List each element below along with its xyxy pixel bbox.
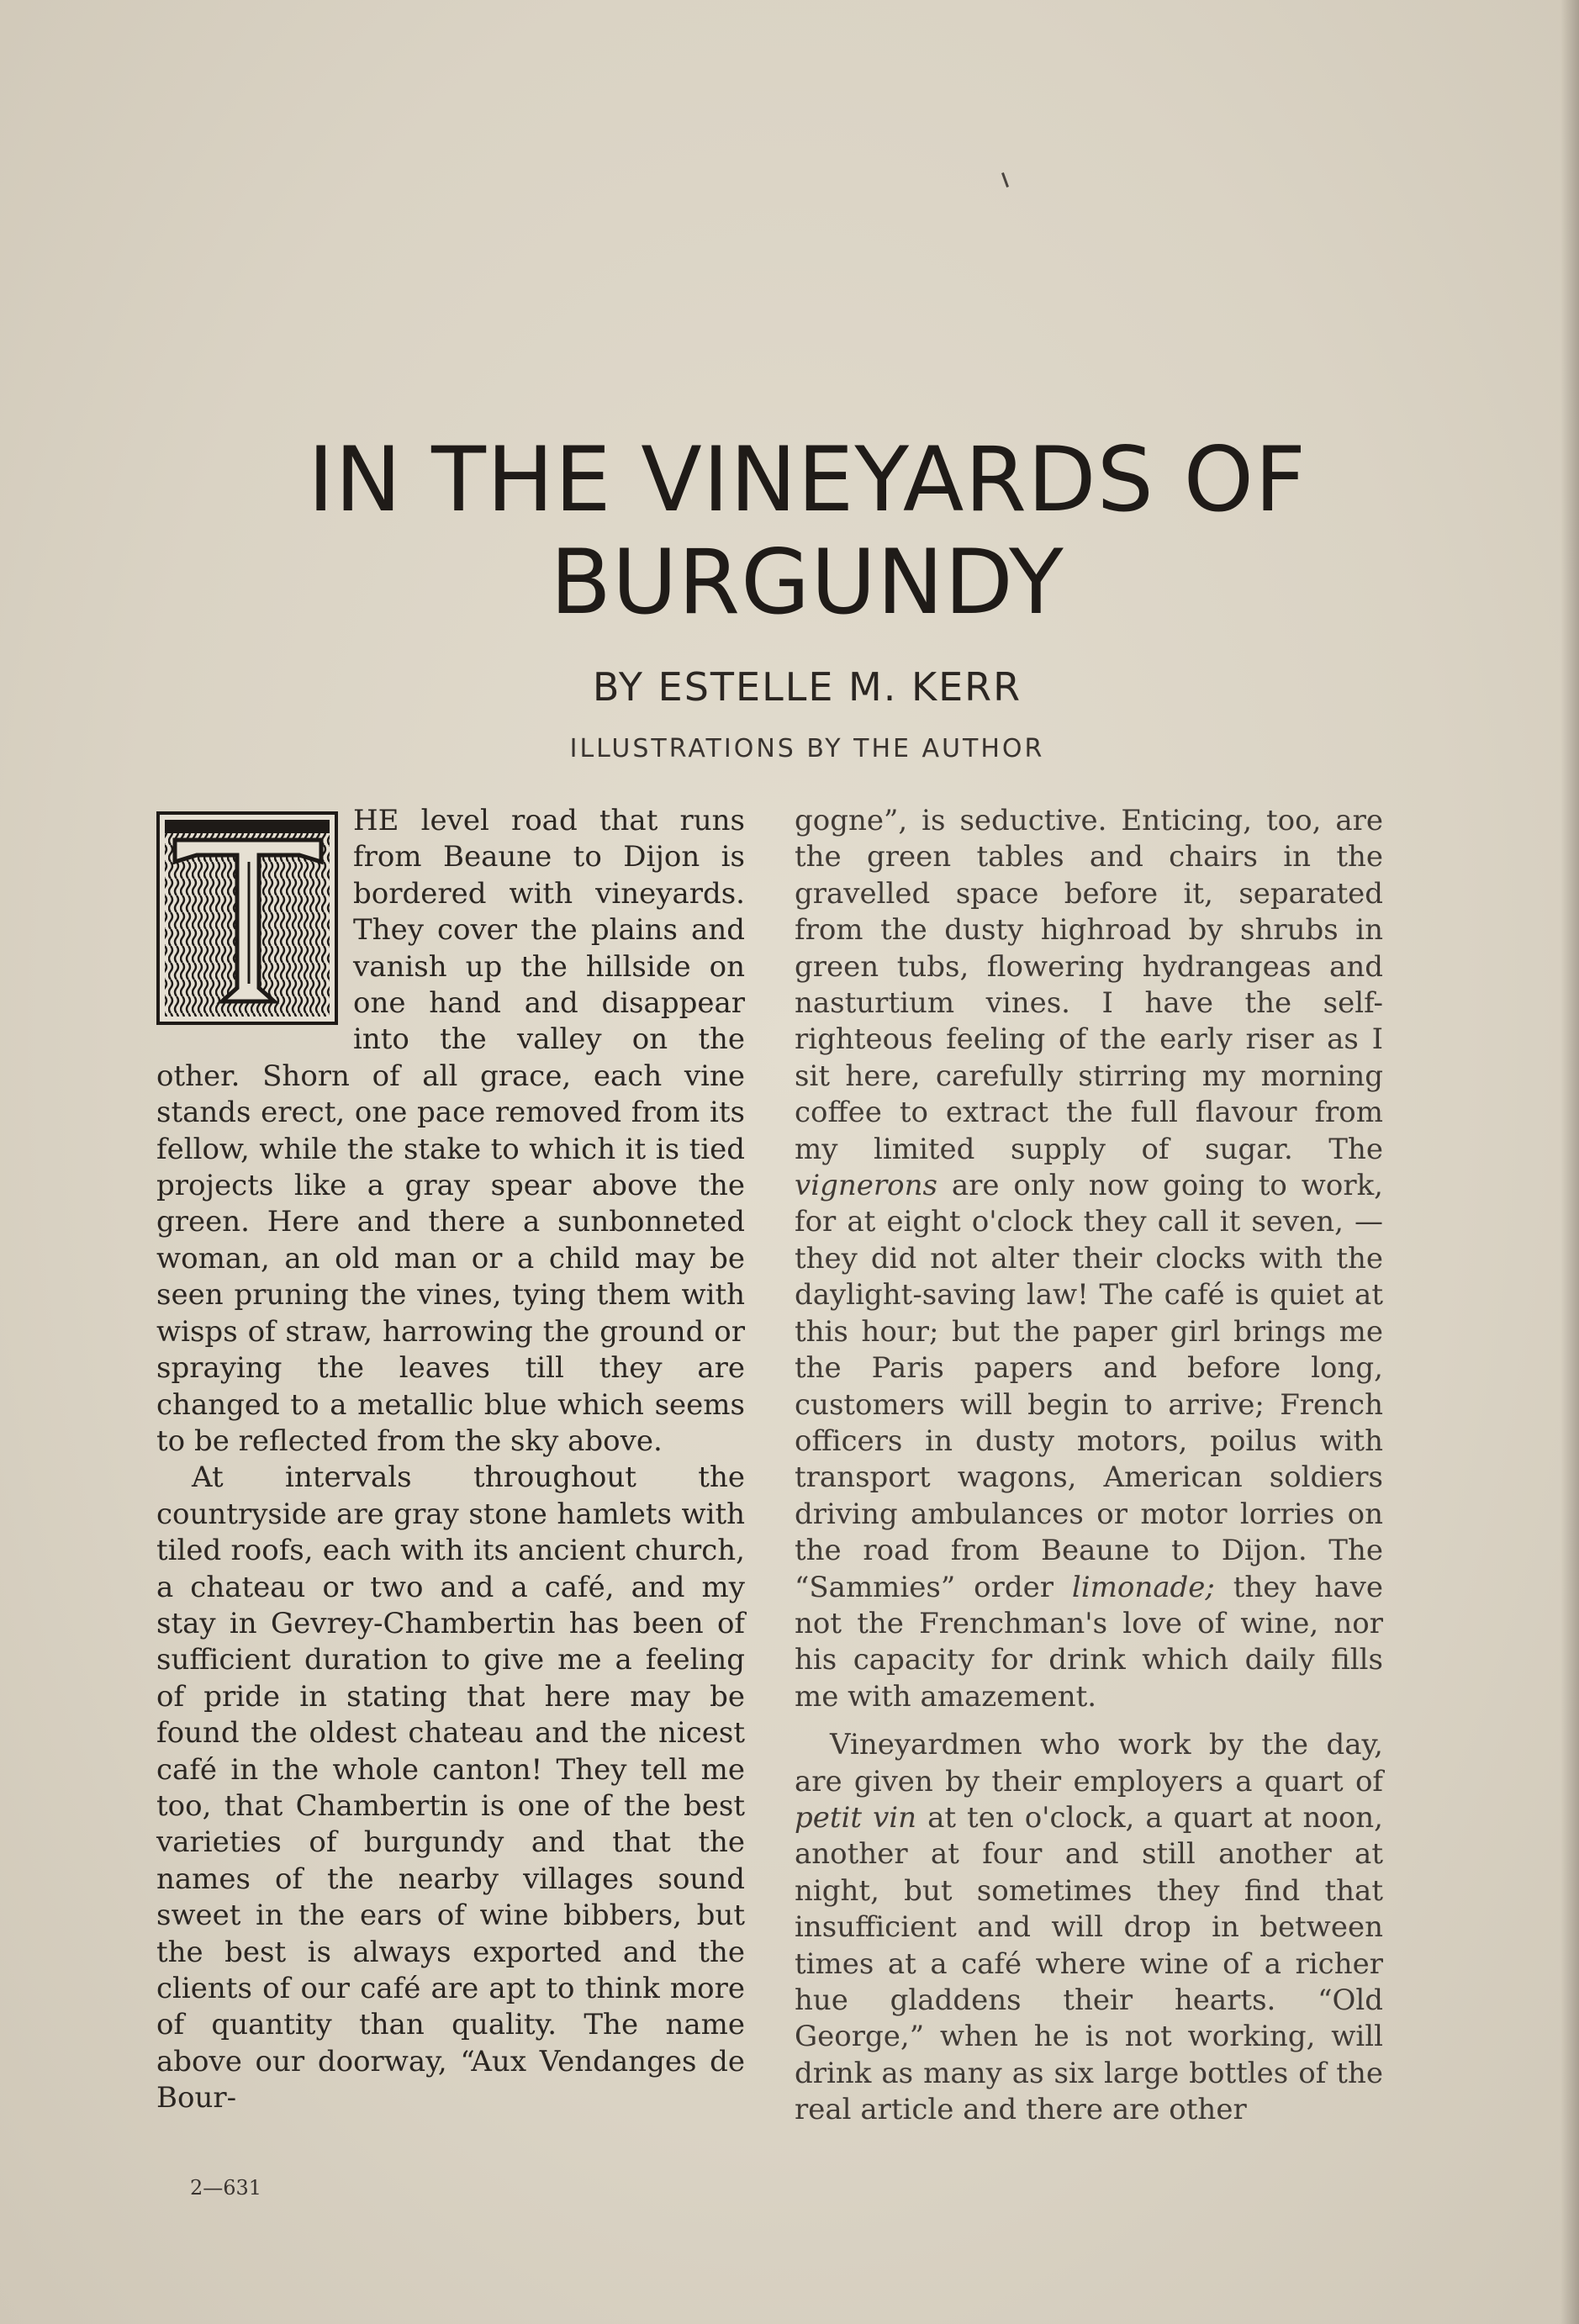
drop-cap-icon (156, 811, 338, 1025)
title-line-2: BURGUNDY (550, 531, 1064, 634)
paragraph-3 (795, 803, 1383, 1715)
illustrations-credit: ILLUSTRATIONS BY THE AUTHOR (569, 734, 1045, 763)
italic-run: petit vin (795, 1800, 917, 1835)
text-run: they have not the Frenchman's love of wine, nor his capacity for drink which daily fills me with amazement. (795, 1570, 1383, 1714)
article-title (185, 429, 1429, 634)
byline: BY ESTELLE M. KERR (592, 664, 1022, 710)
paragraph-1 (156, 803, 745, 1460)
left-column (156, 803, 745, 2117)
folio: 2—631 (190, 2176, 262, 2200)
page-edge-shadow (1561, 0, 1579, 2324)
text-run: at ten o'clock, a quart at noon, another at four and still another at night, but sometimes they find that insufficient and will drop in between times at a café where wine of a richer hue gladdens their hearts. “Old George,” when he is not working, will drink as many as six large bottles of the real article and there are other (795, 1800, 1383, 2127)
paragraph-4 (795, 1727, 1383, 2128)
paragraph-2: At intervals throughout the countryside are gray stone hamlets with tiled roofs, each with its ancient church, a chateau or two and a café, and my stay in Gevrey-Chambertin has been of sufficient duration to give me a feeling of pride in stating that here may be found the oldest chateau and the nicest café in the whole canton! They tell me too, that Chambertin is one of the best varieties of burgundy and that the names of the nearby villages sound sweet in the ears of wine bibbers, but the best is always exported and the clients of our café are apt to think more of quantity than quality. The name above our doorway, “Aux Vendanges de Bour- (156, 1460, 745, 2115)
title-line-1: IN THE VINEYARDS OF (307, 428, 1307, 531)
ink-speck (1001, 172, 1009, 188)
italic-run: limonade; (1071, 1570, 1215, 1604)
italic-run: vignerons (795, 1169, 937, 1203)
text-run: are only now going to work, for at eight o'clock they call it seven, —they did not alter their clocks with the daylight-saving law! The café is quiet at this hour; but the paper girl brings me the Paris papers and before long, customers will begin to arrive; French officers in dusty motors, poilus with transport wagons, American soldiers driving ambulances or motor lorries on the road from Beaune to Dijon. The “Sammies” order (795, 1169, 1383, 1604)
paragraph-1-text: HE level road that runs from Beaune to Dijon is bordered with vineyards. They cover the plains and vanish up the hillside on one hand and disappear into the valley on the other. Shorn of all grace, each vine stands erect, one pace removed from its fellow, while the stake to which it is tied projects like a gray spear above the green. Here and there a sunbonneted woman, an old man or a child may be seen pruning the vines, tying them with wisps of straw, harrowing the ground or spraying the leaves till they are changed to a metallic blue which seems to be reflected from the sky above. (156, 804, 745, 1458)
text-run: Vineyardmen who work by the day, are given by their employers a quart of (795, 1728, 1383, 1798)
text-run: gogne”, is seductive. Enticing, too, are the green tables and chairs in the gravelled space before it, separated from the dusty highroad by shrubs in green tubs, flowering hydrangeas and nasturtium vines. I have the self-righteous feeling of the early riser as I sit here, carefully stirring my morning coffee to extract the full flavour from my limited supply of sugar. The (795, 804, 1383, 1166)
right-column (795, 803, 1383, 2129)
